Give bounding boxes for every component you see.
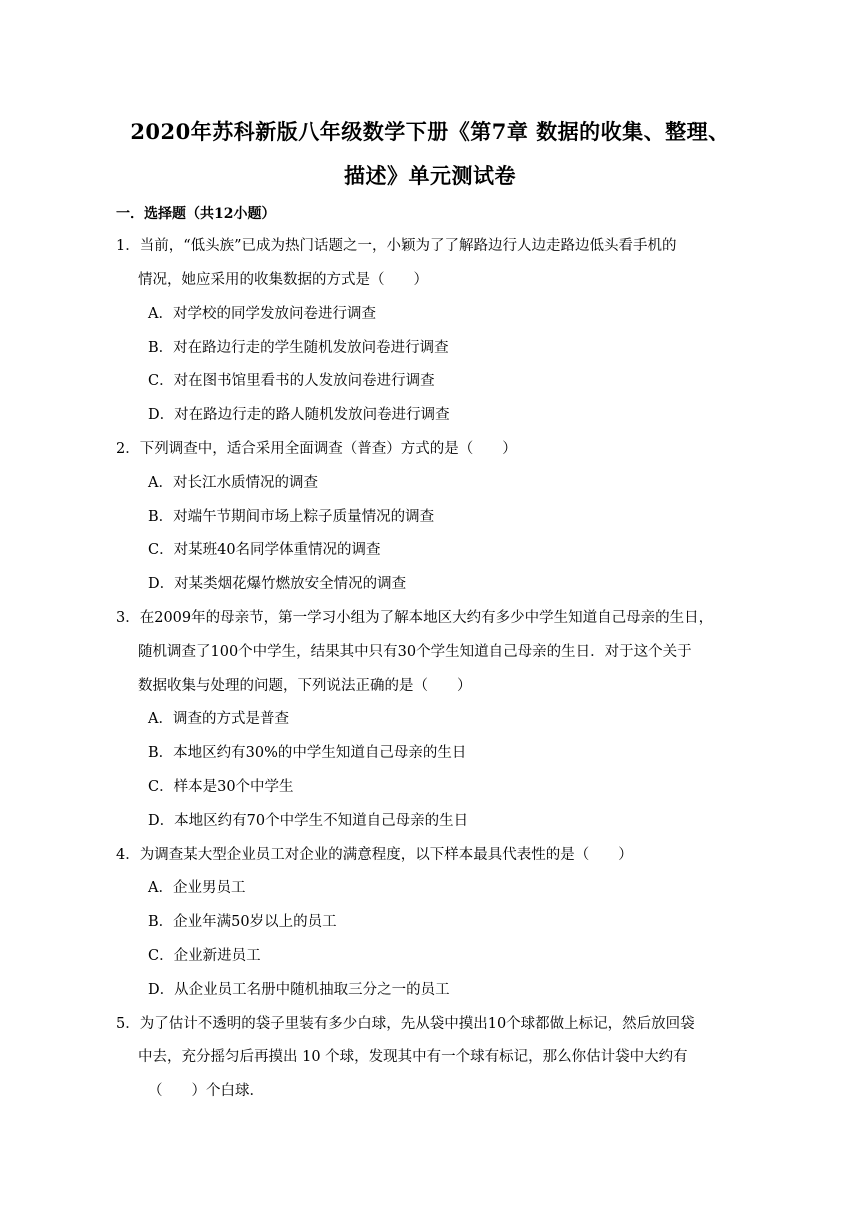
question-3-stem-line-3: 数据收集与处理的问题，下列说法正确的是（ ） xyxy=(138,678,472,694)
document-title-line-1: 2020年苏科新版八年级数学下册《第7章 数据的收集、整理、 xyxy=(130,119,730,144)
question-2-option-b: B．对端午节期间市场上粽子质量情况的调查 xyxy=(148,509,435,525)
question-3-option-b: B．本地区约有30%的中学生知道自己母亲的生日 xyxy=(148,745,467,761)
question-4-option-b: B．企业年满50岁以上的员工 xyxy=(148,914,337,930)
question-4-option-c: C．企业新进员工 xyxy=(148,948,261,964)
question-2-option-a: A．对长江水质情况的调查 xyxy=(148,475,318,491)
question-5-stem-line-3: （ ）个白球． xyxy=(148,1083,264,1099)
question-3-stem-line-1: 3．在2009年的母亲节，第一学习小组为了解本地区大约有多少中学生知道自己母亲的生日， xyxy=(116,610,714,626)
question-4-stem-line-1: 4．为调查某大型企业员工对企业的满意程度，以下样本最具代表性的是（ ） xyxy=(116,847,633,863)
question-4-option-d: D．从企业员工名册中随机抽取三分之一的员工 xyxy=(148,982,450,998)
section-heading: 一．选择题（共12小题） xyxy=(116,206,276,222)
question-3-stem-line-2: 随机调查了100个中学生，结果其中只有30个学生知道自己母亲的生日．对于这个关于 xyxy=(138,644,692,660)
question-1-stem-line-2: 情况，她应采用的收集数据的方式是（ ） xyxy=(138,272,428,288)
question-4-option-a: A．企业男员工 xyxy=(148,880,246,896)
question-1-option-d: D．对在路边行走的路人随机发放问卷进行调查 xyxy=(148,407,450,423)
question-3-option-d: D．本地区约有70个中学生不知道自己母亲的生日 xyxy=(148,813,469,829)
question-1-option-a: A．对学校的同学发放问卷进行调查 xyxy=(148,306,376,322)
question-2-stem-line-1: 2．下列调查中，适合采用全面调查（普查）方式的是（ ） xyxy=(116,441,517,457)
question-3-option-a: A．调查的方式是普查 xyxy=(148,711,289,727)
question-1-option-b: B．对在路边行走的学生随机发放问卷进行调查 xyxy=(148,340,449,356)
question-1-option-c: C．对在图书馆里看书的人发放问卷进行调查 xyxy=(148,373,435,389)
question-5-stem-line-2: 中去，充分摇匀后再摸出 10 个球，发现其中有一个球有标记，那么你估计袋中大约有 xyxy=(138,1049,688,1065)
question-2-option-d: D．对某类烟花爆竹燃放安全情况的调查 xyxy=(148,576,407,592)
question-5-stem-line-1: 5．为了估计不透明的袋子里装有多少白球，先从袋中摸出10个球都做上标记，然后放回袋 xyxy=(116,1016,695,1032)
question-3-option-c: C．样本是30个中学生 xyxy=(148,779,294,795)
question-2-option-c: C．对某班40名同学体重情况的调查 xyxy=(148,542,381,558)
question-1-stem-line-1: 1．当前，“低头族”已成为热门话题之一，小颖为了了解路边行人边走路边低头看手机的 xyxy=(116,238,677,254)
document-title-line-2: 描述》单元测试卷 xyxy=(344,163,516,188)
